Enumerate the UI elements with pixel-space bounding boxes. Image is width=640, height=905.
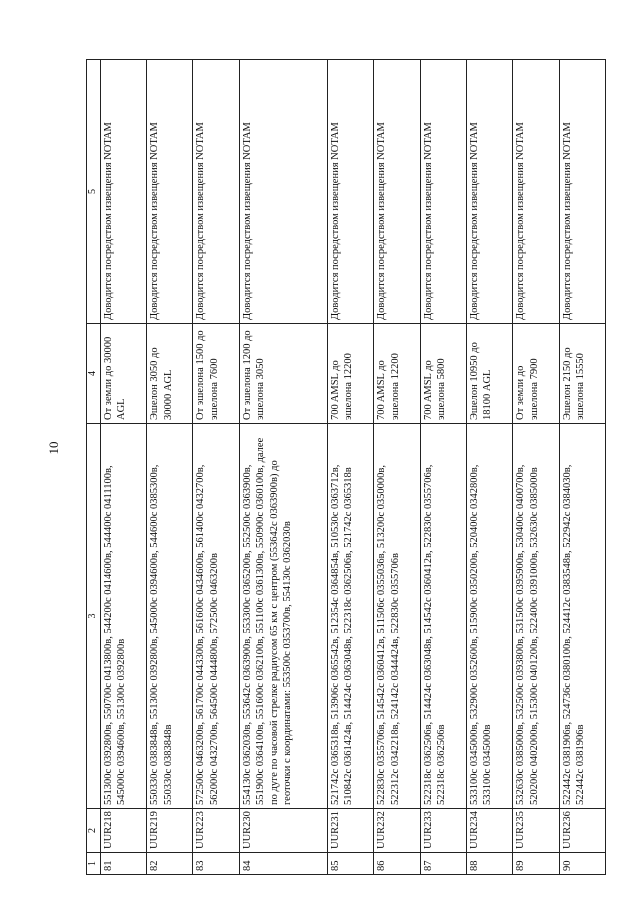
- zone-coordinates: 533100с 0345000в, 532900с 0352600в, 515900с 0350200в, 520400с 0342800в, 533100с 0345000в: [466, 424, 512, 809]
- table-row: [327, 60, 373, 875]
- rotated-table-sheet: [86, 60, 606, 875]
- vertical-limits: От земли до 30000 AGL: [100, 324, 146, 424]
- table-row: [239, 60, 327, 875]
- table-row: [559, 60, 605, 875]
- zone-coordinates: 532630с 0385000в, 532500с 0393800в, 531500с 0395900в, 530400с 0400700в, 520200с 0402000в, 515300с 0401200в, 522400с 0391000в, 532630с 0385000в: [513, 424, 559, 809]
- column-header: 5: [87, 60, 101, 324]
- zone-code: UUR219: [147, 809, 193, 853]
- zone-code: UUR232: [374, 809, 420, 853]
- zone-code: UUR236: [559, 809, 605, 853]
- row-number: 81: [100, 853, 146, 875]
- zone-code: UUR218: [100, 809, 146, 853]
- vertical-limits: Эшелон 10950 до 18100 AGL: [466, 324, 512, 424]
- column-header: 4: [87, 324, 101, 424]
- table-row: [466, 60, 512, 875]
- column-header: 2: [87, 809, 101, 853]
- activation-note: Доводится посредством извещения NOTAM: [559, 60, 605, 324]
- zone-code: UUR233: [420, 809, 466, 853]
- zone-coordinates: 550330с 0383848в, 551300с 0392800в, 545000с 0394600в, 544600с 0385300в, 550330с 0383848в: [147, 424, 193, 809]
- row-number: 83: [193, 853, 239, 875]
- row-number: 82: [147, 853, 193, 875]
- row-number: 86: [374, 853, 420, 875]
- zone-coordinates: 572500с 0463200в, 561700с 0443300в, 561600с 0434600в, 561400с 0432700в, 562000с 0432700в, 564500с 0444800в, 572500с 0463200в: [193, 424, 239, 809]
- row-number: 90: [559, 853, 605, 875]
- table-row: [420, 60, 466, 875]
- activation-note: Доводится посредством извещения NOTAM: [466, 60, 512, 324]
- activation-note: Доводится посредством извещения NOTAM: [327, 60, 373, 324]
- row-number: 85: [327, 853, 373, 875]
- table-row: [147, 60, 193, 875]
- zone-code: UUR235: [513, 809, 559, 853]
- restricted-zones-table: [86, 59, 606, 875]
- vertical-limits: 700 AMSL до эшелона 12200: [374, 324, 420, 424]
- activation-note: Доводится посредством извещения NOTAM: [193, 60, 239, 324]
- column-header: 3: [87, 424, 101, 809]
- zone-coordinates: 521742с 0365318в, 513906с 0365542в, 512354с 0364854в, 510530с 0363712в, 510842с 0361424в, 514424с 0363048в, 522318с 0362506в, 521742с 0365318в: [327, 424, 373, 809]
- activation-note: Доводится посредством извещения NOTAM: [100, 60, 146, 324]
- vertical-limits: От земли до эшелона 7900: [513, 324, 559, 424]
- activation-note: Доводится посредством извещения NOTAM: [513, 60, 559, 324]
- zone-code: UUR234: [466, 809, 512, 853]
- row-number: 88: [466, 853, 512, 875]
- table-row: [193, 60, 239, 875]
- activation-note: Доводится посредством извещения NOTAM: [374, 60, 420, 324]
- activation-note: Доводится посредством извещения NOTAM: [420, 60, 466, 324]
- vertical-limits: От эшелона 1200 до эшелона 3050: [239, 324, 327, 424]
- zone-code: UUR231: [327, 809, 373, 853]
- page-number: 10: [46, 441, 61, 455]
- vertical-limits: От эшелона 1500 до эшелона 7600: [193, 324, 239, 424]
- zone-code: UUR223: [193, 809, 239, 853]
- column-header: 1: [87, 853, 101, 875]
- header-row: [87, 60, 101, 875]
- row-number: 87: [420, 853, 466, 875]
- zone-coordinates: 551300с 0392800в, 550700с 0413800в, 544200с 0414600в, 544400с 0411100в, 545000с 0394600в, 551300с 0392800в: [100, 424, 146, 809]
- vertical-limits: 700 AMSL до эшелона 5800: [420, 324, 466, 424]
- zone-code: UUR230: [239, 809, 327, 853]
- zone-coordinates: 522318с 0362506в, 514424с 0363048в, 514542с 0360412в, 522830с 0355706в, 522318с 0362506в: [420, 424, 466, 809]
- vertical-limits: 700 AMSL до эшелона 12200: [327, 324, 373, 424]
- activation-note: Доводится посредством извещения NOTAM: [239, 60, 327, 324]
- table-row: [513, 60, 559, 875]
- table-row: [374, 60, 420, 875]
- activation-note: Доводится посредством извещения NOTAM: [147, 60, 193, 324]
- zone-coordinates: 554130с 0362030в, 553642с 0363900в, 553300с 0365200в, 552500с 0363900в, 551900с 0364100в, 551600с 0362100в, 551100с 0361300в, 550900с 0360100в, далее по дуге по часовой стрелке радиусом 65 км с центром (553642с 0363900в) до геоточки с координатами: 553500с 0353700в, 554130с 0362030в: [239, 424, 327, 809]
- table-row: [100, 60, 146, 875]
- zone-coordinates: 522442с 0381906в, 524736с 0380100в, 524412с 0383548в, 522942с 0384030в, 522442с 0381906в: [559, 424, 605, 809]
- table-body: [100, 60, 605, 875]
- vertical-limits: Эшелон 3050 до 30000 AGL: [147, 324, 193, 424]
- row-number: 84: [239, 853, 327, 875]
- zone-coordinates: 522830с 0355706в, 514542с 0360412в, 511506с 0355036в, 513200с 0350000в, 522312с 0342218в, 524142с 0344424в, 522830с 0355706в: [374, 424, 420, 809]
- vertical-limits: Эшелон 2150 до эшелона 15550: [559, 324, 605, 424]
- row-number: 89: [513, 853, 559, 875]
